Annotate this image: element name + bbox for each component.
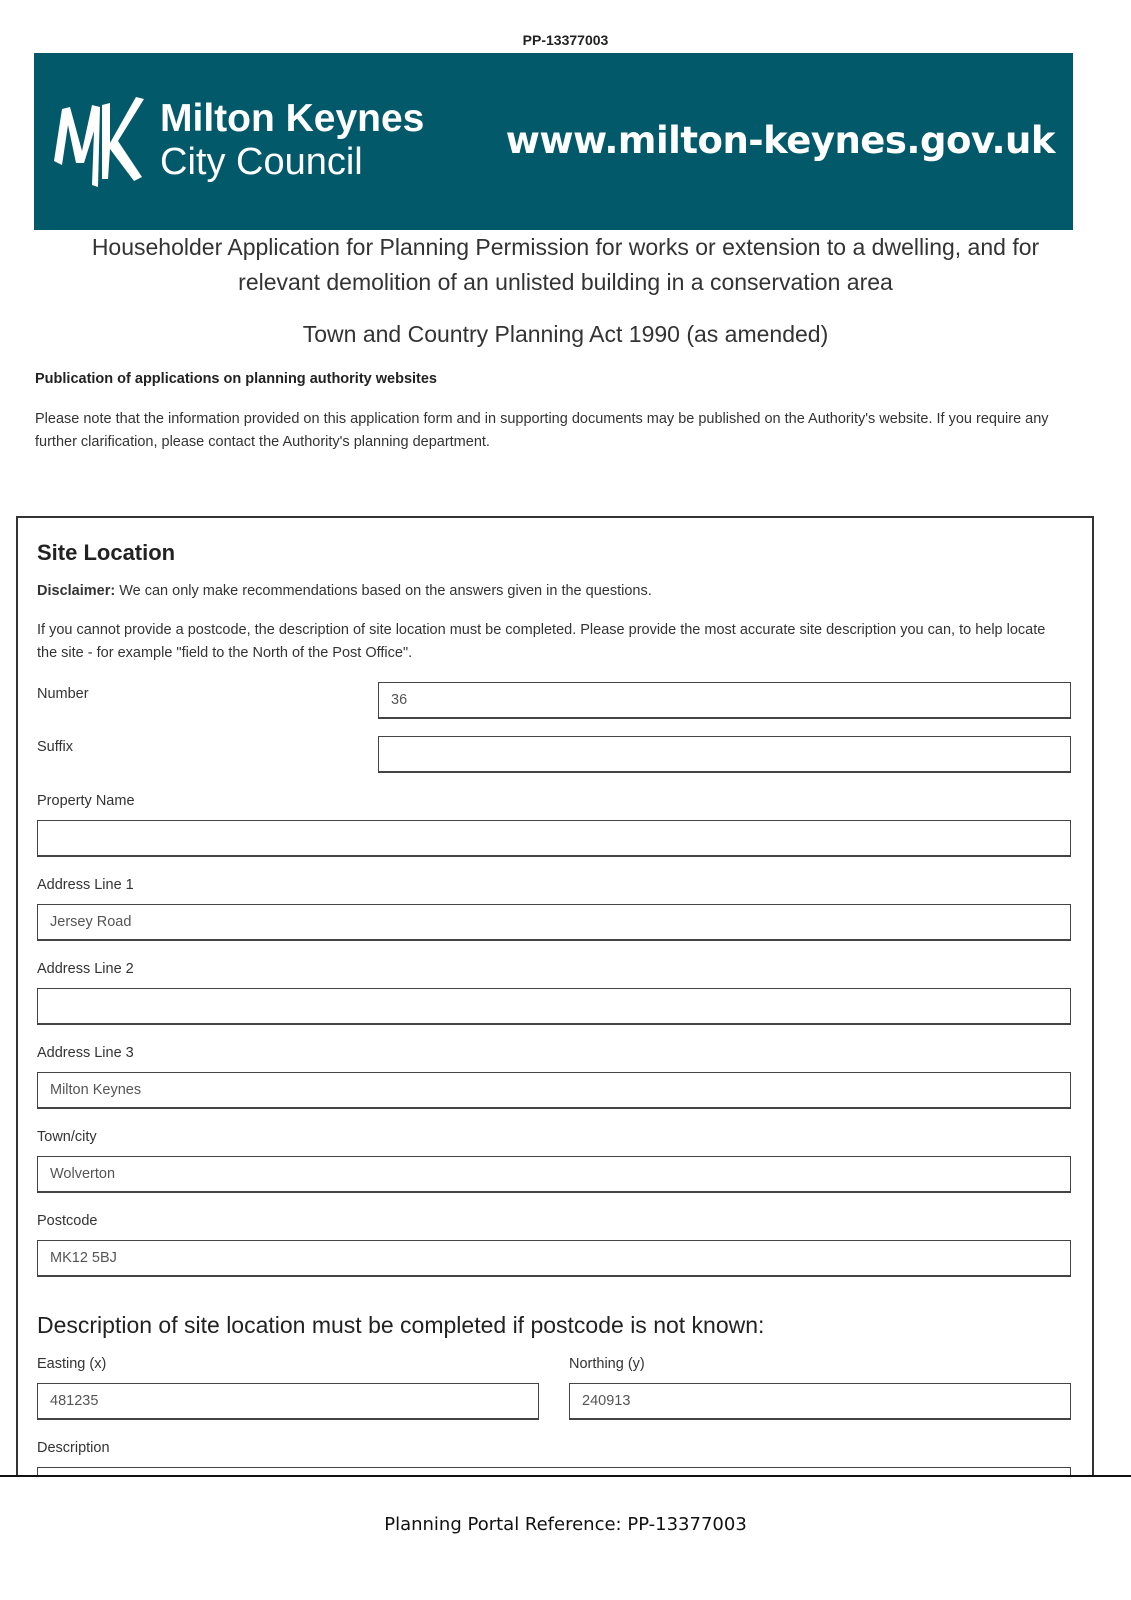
suffix-label: Suffix — [37, 739, 74, 755]
address-line-1-label: Address Line 1 — [37, 877, 134, 893]
page-footer — [0, 1475, 1131, 1600]
postcode-input[interactable]: MK12 5BJ — [37, 1240, 1071, 1277]
address-line-3-label: Address Line 3 — [37, 1045, 134, 1061]
easting-input[interactable]: 481235 — [37, 1383, 539, 1420]
publication-heading: Publication of applications on planning authority websites — [35, 371, 437, 387]
footer-reference: Planning Portal Reference: PP-13377003 — [384, 1514, 747, 1535]
org-name: Milton Keynes — [160, 97, 425, 140]
form-title-line2: relevant demolition of an unlisted building in a conservation area — [238, 269, 893, 295]
town-label: Town/city — [37, 1129, 97, 1145]
postcode-label: Postcode — [37, 1213, 98, 1229]
disclaimer-label: Disclaimer: — [37, 583, 116, 599]
number-label: Number — [37, 686, 89, 702]
disclaimer — [37, 580, 652, 603]
form-title-line1: Householder Application for Planning Permission for works or extension to a dwelling, and for — [91, 234, 1040, 260]
site-location-section — [16, 516, 1094, 1600]
org-subname: City Council — [160, 141, 363, 183]
mk-logo-icon — [48, 91, 148, 191]
easting-label: Easting (x) — [37, 1356, 107, 1372]
address-line-3-input[interactable]: Milton Keynes — [37, 1072, 1071, 1109]
address-line-1-input[interactable]: Jersey Road — [37, 904, 1071, 941]
act-title: Town and Country Planning Act 1990 (as amended) — [302, 321, 829, 347]
northing-label: Northing (y) — [569, 1356, 645, 1372]
property-name-label: Property Name — [37, 793, 135, 809]
town-input[interactable]: Wolverton — [37, 1156, 1071, 1193]
council-banner — [34, 53, 1073, 230]
number-input[interactable]: 36 — [378, 682, 1071, 719]
section-heading: Site Location — [37, 540, 176, 565]
property-name-input[interactable] — [37, 820, 1071, 857]
description-heading: Description of site location must be completed if postcode is not known: — [37, 1312, 765, 1338]
instructions: If you cannot provide a postcode, the description of site location must be completed. Please provide the most accurate site description you can, to help locate the site - for example "field to the North of the Post Office". — [37, 622, 1046, 661]
address-line-2-input[interactable] — [37, 988, 1071, 1025]
address-line-2-label: Address Line 2 — [37, 961, 134, 977]
disclaimer-text: We can only make recommendations based on the answers given in the questions. — [115, 583, 652, 599]
suffix-input[interactable] — [378, 736, 1071, 773]
council-url[interactable]: www.milton-keynes.gov.uk — [505, 119, 1055, 162]
description-label: Description — [37, 1440, 110, 1456]
reference-header: PP-13377003 — [522, 32, 609, 48]
publication-text: Please note that the information provided on this application form and in supporting documents may be published on the Authority's website. If you require any further clarification, please contact the Authority's planning department. — [35, 411, 1049, 450]
northing-input[interactable]: 240913 — [569, 1383, 1071, 1420]
